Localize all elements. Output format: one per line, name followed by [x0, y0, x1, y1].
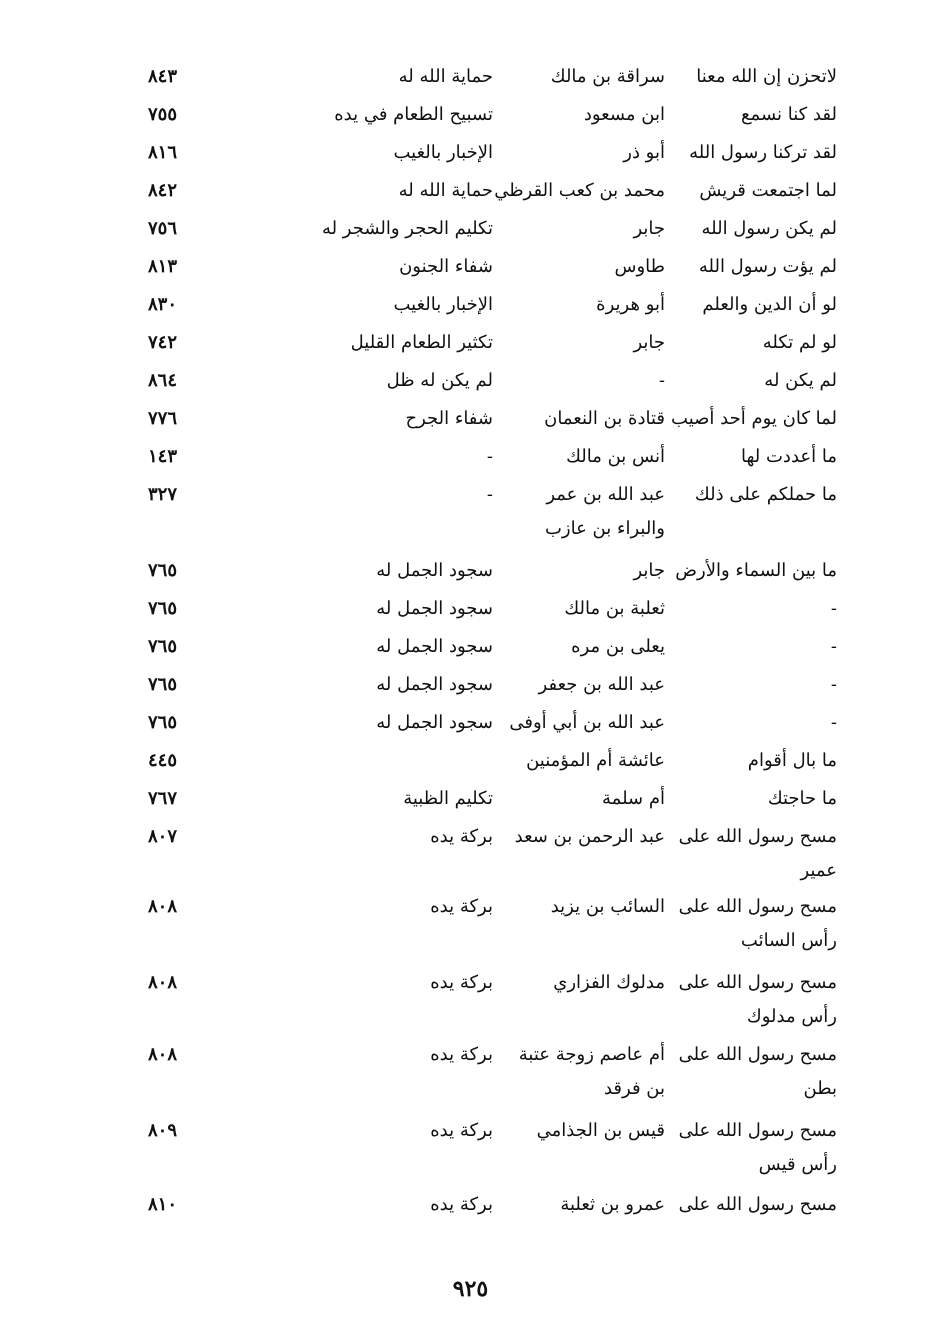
hadith-text: مسح رسول الله على [678, 1120, 837, 1141]
narrator: عبد الله بن عمر [546, 484, 665, 505]
index-row [0, 822, 941, 881]
page-ref: ٧٦٧ [148, 788, 178, 809]
narrator: عائشة أم المؤمنين [526, 750, 665, 771]
subject: تكليم الحجر والشجر له [321, 218, 493, 239]
page-ref: ٧٧٦ [148, 408, 178, 429]
page-ref: ٨٠٨ [148, 1044, 178, 1065]
page-ref: ٨١٦ [148, 142, 178, 163]
subject: بركة يده [430, 972, 493, 993]
narrator: عبد الله بن أبي أوفى [509, 712, 665, 733]
hadith-text: لما كان يوم أحد أصيب [671, 408, 837, 429]
narrator: ثعلبة بن مالك [564, 598, 665, 619]
page-ref: ٨٠٧ [148, 826, 178, 847]
index-row [0, 214, 941, 252]
page-ref: ٨٤٣ [148, 66, 178, 87]
subject: - [486, 484, 493, 505]
subject: تكثير الطعام القليل [350, 332, 493, 353]
hadith-text: لما اجتمعت قريش [699, 180, 837, 201]
narrator: أم سلمة [602, 788, 665, 809]
hadith-text: لو لم تكله [762, 332, 837, 353]
hadith-text: لقد تركنا رسول الله [689, 142, 837, 163]
narrator: يعلى بن مره [571, 636, 665, 657]
hadith-text: - [830, 712, 837, 733]
narrator: جابر [633, 218, 665, 239]
subject: شفاء الجرح [405, 408, 493, 429]
index-row [0, 480, 941, 539]
page-ref: ٧٥٥ [148, 104, 178, 125]
index-row [0, 62, 941, 100]
hadith-text: ما بين السماء والأرض [675, 560, 837, 581]
hadith-text: ما بال أقوام [747, 750, 837, 771]
index-row [0, 252, 941, 290]
subject: سجود الجمل له [376, 674, 493, 695]
hadith-text: لاتحزن إن الله معنا [696, 66, 837, 87]
page-ref: ٨١٠ [148, 1194, 178, 1215]
narrator-continued: بن فرقد [603, 1078, 665, 1099]
narrator: جابر [633, 332, 665, 353]
index-row [0, 404, 941, 442]
index-row [0, 784, 941, 822]
narrator: قتادة بن النعمان [544, 408, 665, 429]
index-row [0, 746, 941, 784]
narrator: عبد الرحمن بن سعد [514, 826, 665, 847]
page-ref: ٧٤٢ [148, 332, 178, 353]
page-ref: ٧٦٥ [148, 674, 178, 695]
hadith-text-continued: رأس السائب [740, 930, 837, 951]
page-ref: ٤٤٥ [148, 750, 178, 771]
hadith-text: ما حاجتك [767, 788, 837, 809]
subject: حماية الله له [398, 66, 493, 87]
narrator: عمرو بن ثعلبة [560, 1194, 665, 1215]
page-ref: ٨٤٢ [148, 180, 178, 201]
narrator: السائب بن يزيد [550, 896, 665, 917]
narrator: ابن مسعود [583, 104, 665, 125]
hadith-text: لم يؤت رسول الله [698, 256, 837, 277]
subject: الإخبار بالغيب [393, 294, 493, 315]
page-ref: ٨٠٨ [148, 896, 178, 917]
subject: تسبيح الطعام في يده [334, 104, 493, 125]
index-row [0, 100, 941, 138]
page-ref: ٧٦٥ [148, 560, 178, 581]
subject: بركة يده [430, 1044, 493, 1065]
subject: - [486, 446, 493, 467]
narrator-continued: والبراء بن عازب [544, 518, 665, 539]
hadith-text: ما أعددت لها [741, 446, 837, 467]
narrator: أنس بن مالك [566, 446, 665, 467]
hadith-text: - [830, 636, 837, 657]
hadith-text: - [830, 598, 837, 619]
hadith-text: لم يكن رسول الله [701, 218, 837, 239]
narrator: مدلوك الفزاري [553, 972, 665, 993]
index-row [0, 632, 941, 670]
narrator: سراقة بن مالك [550, 66, 665, 87]
hadith-text: - [830, 674, 837, 695]
index-row [0, 670, 941, 708]
narrator: جابر [633, 560, 665, 581]
index-row [0, 1040, 941, 1099]
page-ref: ٨١٣ [148, 256, 178, 277]
narrator: قيس بن الجذامي [536, 1120, 665, 1141]
hadith-text: مسح رسول الله على [678, 896, 837, 917]
narrator: أم عاصم زوجة عتبة [518, 1044, 665, 1065]
subject: بركة يده [430, 826, 493, 847]
narrator: محمد بن كعب القرظي [494, 180, 665, 201]
subject: شفاء الجنون [399, 256, 493, 277]
index-row [0, 138, 941, 176]
subject: بركة يده [430, 1194, 493, 1215]
index-row [0, 328, 941, 366]
narrator: - [658, 370, 665, 391]
subject: سجود الجمل له [376, 712, 493, 733]
subject: لم يكن له ظل [386, 370, 493, 391]
page-ref: ٧٥٦ [148, 218, 178, 239]
index-row [0, 556, 941, 594]
page-ref: ٨٠٩ [148, 1120, 178, 1141]
subject: تكليم الظبية [403, 788, 493, 809]
subject: حماية الله له [398, 180, 493, 201]
subject: بركة يده [430, 1120, 493, 1141]
index-row [0, 892, 941, 951]
subject: سجود الجمل له [376, 636, 493, 657]
page-ref: ٧٦٥ [148, 636, 178, 657]
subject: الإخبار بالغيب [393, 142, 493, 163]
hadith-text: مسح رسول الله على [678, 972, 837, 993]
page-ref: ٣٢٧ [148, 484, 178, 505]
hadith-text: مسح رسول الله على [678, 1044, 837, 1065]
hadith-text-continued: بطن [803, 1078, 837, 1099]
subject: سجود الجمل له [376, 560, 493, 581]
hadith-text: لقد كنا نسمع [740, 104, 837, 125]
page-number: ٩٢٥ [452, 1276, 489, 1302]
hadith-text: ما حملكم على ذلك [694, 484, 837, 505]
index-row [0, 594, 941, 632]
hadith-text: لو أن الدين والعلم [702, 294, 837, 315]
index-row [0, 176, 941, 214]
hadith-text: مسح رسول الله على [678, 1194, 837, 1215]
index-row [0, 1190, 941, 1228]
hadith-text-continued: رأس مدلوك [746, 1006, 837, 1027]
page-ref: ٨٦٤ [148, 370, 178, 391]
index-row [0, 968, 941, 1027]
narrator: عبد الله بن جعفر [538, 674, 665, 695]
page-ref: ١٤٣ [148, 446, 178, 467]
page-ref: ٧٦٥ [148, 598, 178, 619]
hadith-text-continued: عمير [800, 860, 837, 881]
subject: بركة يده [430, 896, 493, 917]
page-ref: ٨٠٨ [148, 972, 178, 993]
narrator: أبو ذر [623, 142, 665, 163]
index-row [0, 708, 941, 746]
narrator: أبو هريرة [596, 294, 665, 315]
index-row [0, 290, 941, 328]
narrator: طاوس [614, 256, 665, 277]
subject: سجود الجمل له [376, 598, 493, 619]
page-ref: ٧٦٥ [148, 712, 178, 733]
hadith-text: مسح رسول الله على [678, 826, 837, 847]
index-row [0, 442, 941, 480]
index-row [0, 366, 941, 404]
hadith-text-continued: رأس قيس [758, 1154, 837, 1175]
page-ref: ٨٣٠ [148, 294, 178, 315]
hadith-text: لم يكن له [764, 370, 837, 391]
index-row [0, 1116, 941, 1175]
